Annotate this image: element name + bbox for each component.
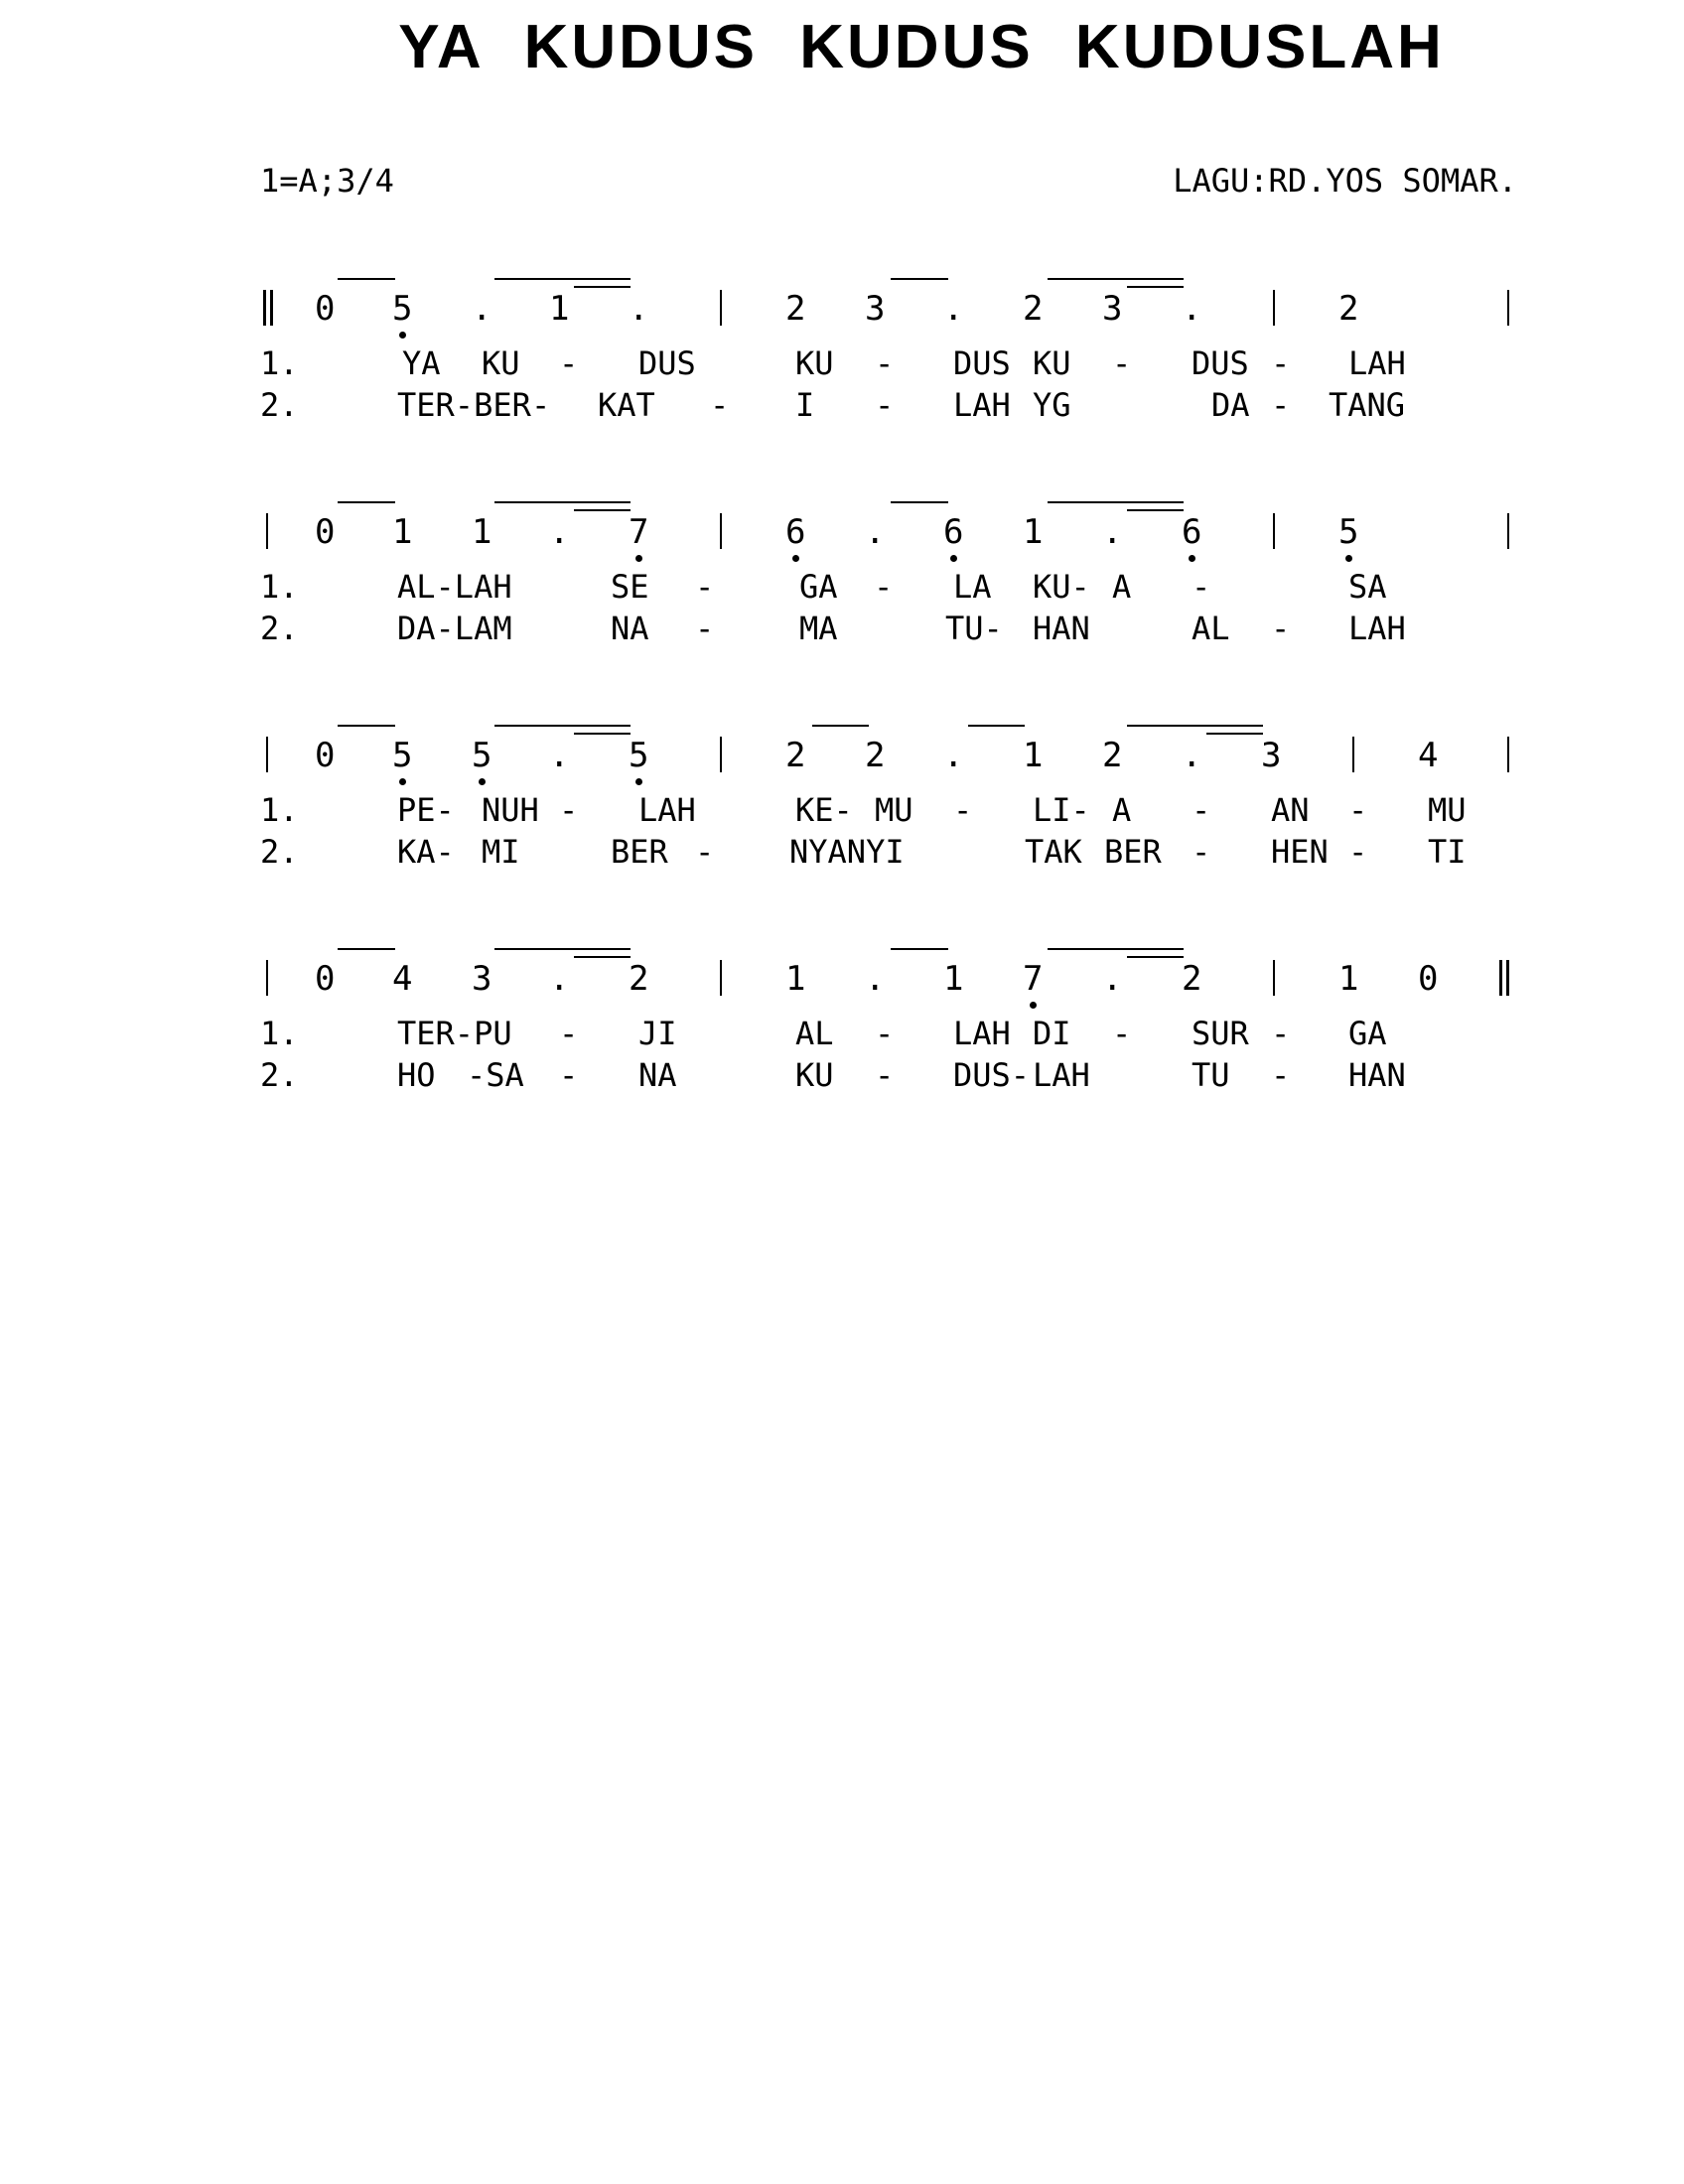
low-octave-dot [635,778,642,785]
lyric-syllable: DUS [953,344,1011,382]
note: 2 [1182,959,1202,999]
low-octave-dot [1189,555,1195,562]
note: 2 [1338,289,1359,329]
barline [1273,960,1275,996]
note: 1 [472,512,492,552]
note: 1 [1338,959,1359,999]
lyric-syllable: NA [638,1056,677,1094]
note: . [943,736,964,775]
lyric-syllable: DUS [1192,344,1249,382]
lyric-syllable: - [695,568,715,606]
lyric-syllable: LAH [638,791,696,829]
beam-line [1127,956,1184,958]
lyric-syllable: - [875,386,895,424]
note: 1 [943,959,964,999]
note: 1 [1023,736,1044,775]
low-octave-dot [1345,555,1352,562]
note: 5 [472,736,492,775]
composer-credit: LAGU:RD.YOS SOMAR. [1173,162,1517,200]
note: . [1102,512,1123,552]
barline [720,737,722,772]
note: 1 [392,512,413,552]
note: 1 [1023,512,1044,552]
lyric-syllable: - [875,1015,895,1052]
note: . [549,512,570,552]
barline [1352,737,1354,772]
beam-line [1048,948,1184,950]
low-octave-dot [950,555,957,562]
lyric-syllable: A [1112,568,1132,606]
note: . [1182,289,1202,329]
note: 2 [1023,289,1044,329]
lyric-syllable: TI [1428,833,1467,871]
lyric-syllable: - [953,791,973,829]
note: 5 [629,736,649,775]
beam-line [574,733,631,735]
lyric-syllable: SUR [1192,1015,1249,1052]
beam-line [338,501,395,503]
song-title: YA KUDUS KUDUS KUDUSLAH [398,13,1445,81]
lyric-syllable: HAN [1348,1056,1406,1094]
lyric-syllable: GA [1348,1015,1387,1052]
lyric-syllable: TANG [1329,386,1406,424]
verse-number: 1. [260,568,299,606]
note: 4 [1418,736,1439,775]
lyric-syllable: - [1271,1056,1291,1094]
lyric-syllable: - [1192,833,1211,871]
low-octave-dot [399,332,406,339]
double-barline [263,290,266,326]
note: 0 [1418,959,1439,999]
lyric-syllable: - [1271,610,1291,647]
lyric-syllable: DUS- [953,1056,1031,1094]
lyric-syllable: - [874,568,894,606]
lyric-syllable: KU [795,344,834,382]
beam-line [494,278,631,280]
note: . [865,959,886,999]
notation-system-3 [0,695,1684,893]
beam-line [812,725,869,727]
note: 0 [315,959,336,999]
verse-number: 2. [260,833,299,871]
lyric-syllable: - [1271,344,1291,382]
lyric-syllable: AL [795,1015,834,1052]
barline [1273,290,1275,326]
lyric-syllable: KU [795,1056,834,1094]
verse-number: 1. [260,791,299,829]
lyric-syllable: KU [482,344,520,382]
beam-line [338,725,395,727]
lyric-syllable: DUS [638,344,696,382]
barline [1273,513,1275,549]
beam-line [494,725,631,727]
beam-line [1127,725,1263,727]
lyric-syllable: - [559,1056,579,1094]
note: 5 [392,736,413,775]
lyric-syllable: - [559,791,579,829]
beam-line [891,948,948,950]
barline [720,513,722,549]
note: 3 [1261,736,1282,775]
note: . [549,959,570,999]
note: . [472,289,492,329]
beam-line [968,725,1025,727]
lyric-syllable: SA [1348,568,1387,606]
lyric-syllable: KE- [795,791,853,829]
barline [720,960,722,996]
lyric-syllable: - [1192,791,1211,829]
beam-line [1127,286,1184,288]
note: . [549,736,570,775]
lyric-syllable: MA [799,610,838,647]
note: 3 [1102,289,1123,329]
note: 2 [629,959,649,999]
note: . [629,289,649,329]
lyric-syllable: GA [799,568,838,606]
verse-number: 2. [260,1056,299,1094]
verse-number: 2. [260,610,299,647]
lyric-syllable: HO [397,1056,436,1094]
lyric-syllable: JI [638,1015,677,1052]
lyric-syllable: TAK [1025,833,1082,871]
lyric-syllable: LA [953,568,992,606]
barline [1507,290,1509,326]
lyric-syllable: LAH [1348,610,1406,647]
lyric-syllable: AN [1271,791,1310,829]
lyric-syllable: - [1271,1015,1291,1052]
note: 6 [943,512,964,552]
lyric-syllable: PE- [397,791,455,829]
lyric-syllable: MU [875,791,913,829]
lyric-syllable: LAH [1348,344,1406,382]
note: . [943,289,964,329]
note: 3 [472,959,492,999]
note: 5 [392,289,413,329]
beam-line [338,278,395,280]
lyric-syllable: KA- [397,833,455,871]
lyric-syllable: MI [482,833,520,871]
lyric-syllable: AL [1192,610,1230,647]
lyric-syllable: LAH [953,386,1011,424]
beam-line [891,501,948,503]
note: 0 [315,289,336,329]
note: 3 [865,289,886,329]
lyric-syllable: DA [1211,386,1250,424]
low-octave-dot [792,555,799,562]
lyric-syllable: HEN [1271,833,1329,871]
beam-line [1206,733,1263,735]
lyric-syllable: TU- [945,610,1003,647]
lyric-syllable: LAH [1033,1056,1090,1094]
beam-line [1048,501,1184,503]
lyric-syllable: - [710,386,730,424]
lyric-syllable: - [695,833,715,871]
beam-line [1127,509,1184,511]
note: 7 [1023,959,1044,999]
lyric-syllable: - [875,344,895,382]
barline [266,960,268,996]
note: 4 [392,959,413,999]
lyric-syllable: BER [1104,833,1162,871]
notation-system-4 [0,918,1684,1117]
note: 0 [315,512,336,552]
lyric-syllable: YG [1033,386,1071,424]
note: 1 [549,289,570,329]
beam-line [574,509,631,511]
beam-line [1048,278,1184,280]
note: . [1102,959,1123,999]
low-octave-dot [399,778,406,785]
note: 2 [865,736,886,775]
lyric-syllable: KAT [598,386,655,424]
lyric-syllable: NUH [482,791,539,829]
lyric-syllable: - [531,386,551,424]
barline [1507,513,1509,549]
lyric-syllable: HAN [1033,610,1090,647]
lyric-syllable: BER [611,833,668,871]
beam-line [494,501,631,503]
lyric-syllable: - [695,610,715,647]
notation-system-2 [0,472,1684,670]
lyric-syllable: - [1192,568,1211,606]
lyric-syllable: - [559,344,579,382]
final-double-barline [1499,960,1502,996]
note: 5 [1338,512,1359,552]
verse-number: 1. [260,344,299,382]
low-octave-dot [635,555,642,562]
note: . [865,512,886,552]
lyric-syllable: I [795,386,815,424]
lyric-syllable: - [875,1056,895,1094]
low-octave-dot [1030,1002,1037,1009]
lyric-syllable: DA-LAM [397,610,512,647]
lyric-syllable: SE [611,568,649,606]
lyric-syllable: YA [402,344,441,382]
lyric-syllable: - [1112,1015,1132,1052]
note: 0 [315,736,336,775]
lyric-syllable: AL-LAH [397,568,512,606]
lyric-syllable: TER-PU [397,1015,512,1052]
barline [720,290,722,326]
lyric-syllable: TER-BER [397,386,531,424]
lyric-syllable: A [1112,791,1132,829]
barline [266,737,268,772]
verse-number: 2. [260,386,299,424]
low-octave-dot [479,778,486,785]
lyric-syllable: - [1348,791,1368,829]
note: 2 [785,736,806,775]
note: 7 [629,512,649,552]
lyric-syllable: - [1271,386,1291,424]
beam-line [574,286,631,288]
note: 1 [785,959,806,999]
barline [266,513,268,549]
lyric-syllable: KU [1033,344,1071,382]
note: 6 [1182,512,1202,552]
note: 6 [785,512,806,552]
lyric-syllable: LI- [1033,791,1090,829]
beam-line [338,948,395,950]
note: 2 [785,289,806,329]
lyric-syllable: - [559,1015,579,1052]
note: . [1182,736,1202,775]
barline [1507,737,1509,772]
beam-line [574,956,631,958]
lyric-syllable: NYANYI [789,833,905,871]
lyric-syllable: MU [1428,791,1467,829]
note: 2 [1102,736,1123,775]
lyric-syllable: - [1112,344,1132,382]
key-signature: 1=A;3/4 [260,162,394,200]
lyric-syllable: -SA [467,1056,524,1094]
lyric-syllable: TU [1192,1056,1230,1094]
lyric-syllable: LAH [953,1015,1011,1052]
verse-number: 1. [260,1015,299,1052]
lyric-syllable: KU- [1033,568,1090,606]
lyric-syllable: DI [1033,1015,1071,1052]
lyric-syllable: NA [611,610,649,647]
beam-line [494,948,631,950]
lyric-syllable: - [1348,833,1368,871]
beam-line [891,278,948,280]
notation-system-1 [0,248,1684,447]
